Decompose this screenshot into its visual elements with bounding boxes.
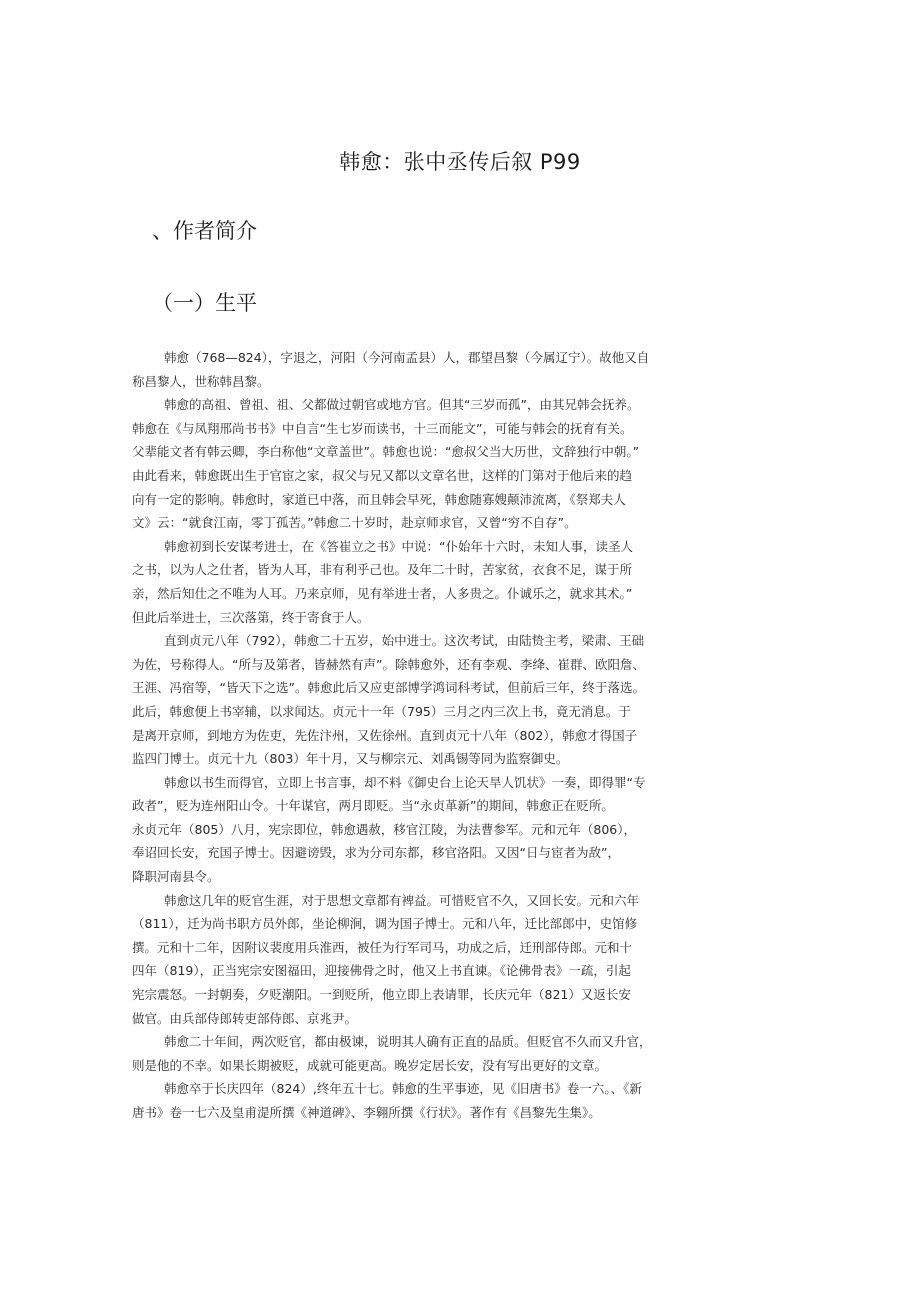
text-line: 但此后举进士，三次落第，终于寄食于人。	[132, 609, 370, 625]
text-line: 此后，韩愈便上书宰辅，以求闻达。贞元十一年（795）三月之内三次上书，竟无消息。于	[132, 703, 631, 719]
text-line: 韩愈卒于长庆四年（824）,终年五十七。韩愈的生平事迹，见《旧唐书》卷一六。、《新	[164, 1081, 642, 1097]
text-line: 韩愈初到长安谋考进士，在《答崔立之书》中说：“仆始年十六时，未知人事，读圣人	[164, 538, 633, 554]
text-line: 做官。由兵部侍郎转吏部侍郎、京兆尹。	[132, 1010, 358, 1026]
subsection-heading: （一）生平	[152, 291, 257, 315]
text-line: 降职河南县令。	[132, 869, 220, 885]
text-line: 韩愈这几年的贬官生涯，对于思想文章都有裨益。可惜贬官不久，又回长安。元和六年	[164, 892, 640, 908]
text-line: 永贞元年（805）八月，宪宗即位，韩愈遇赦，移官江陵，为法曹参军。元和元年（806），	[132, 821, 636, 837]
text-line: 亲，然后知仕之不唯为人耳。乃来京师，见有举进士者，人多贵之。仆诚乐之，就求其术。”	[132, 585, 633, 601]
text-line: 韩愈（768—824），字退之，河阳（今河南孟县）人，郡望昌黎（今属辽宁）。故他又自	[164, 350, 650, 365]
text-line: 为佐，号称得人。“所与及第者，皆赫然有声”。除韩愈外，还有李观、李绛、崔群、欧阳詹、	[132, 656, 645, 672]
text-line: 向有一定的影响。韩愈时，家道已中落，而且韩会早死，韩愈随寡嫂颠沛流离，《祭郑夫人	[132, 491, 626, 507]
text-line: 韩愈的高祖、曾祖、祖、父都做过朝官或地方官。但其“三岁而孤”，由其兄韩会抚养。	[164, 397, 640, 413]
text-line: 韩愈二十年间，两次贬官，都由极谏，说明其人确有正直的品质。但贬官不久而又升官，	[164, 1034, 652, 1050]
text-line: 称昌黎人，世称韩昌黎。	[132, 373, 270, 389]
text-line: 四年（819），正当宪宗安图福田，迎接佛骨之时，他又上书直谏。《论佛骨表》一疏，引起	[132, 963, 631, 979]
text-line: 直到贞元八年（792），韩愈二十五岁，始中进士。这次考试，由陆贽主考，梁肃、王础	[164, 633, 645, 649]
text-line: 韩愈以书生而得官，立即上书言事，却不料《御史台上论天旱人饥状》一奏，即得罪“专	[164, 774, 646, 790]
text-line: 王涯、冯宿等，“皆天下之选”。韩愈此后又应吏部博学鸿词科考试，但前后三年，终于落选。	[132, 680, 645, 696]
text-line: （811），迁为尚书职方员外郎，坐论柳涧，调为国子博士。元和八年，迁比部郎中，史馆修	[132, 916, 638, 932]
text-line: 宪宗震怒。一封朝奏，夕贬潮阳。一到贬所，他立即上表请罪，长庆元年（821）又返长安	[132, 987, 631, 1003]
text-line: 父辈能文者有韩云卿，李白称他“文章盖世”。韩愈也说：“愈叔父当大历世，文辞独行中朝。”	[132, 444, 640, 460]
text-line: 则是他的不幸。如果长期被贬，成就可能更高。晚岁定居长安，没有写出更好的文章。	[132, 1057, 608, 1073]
section-heading: 、作者简介	[152, 219, 257, 243]
text-line: 韩愈在《与凤翔邢尚书书》中自言“生七岁而读书，十三而能文”，可能与韩会的抚育有关。	[132, 420, 633, 436]
text-line: 是离开京师，到地方为佐吏，先佐汴州，又佐徐州。直到贞元十八年（802），韩愈才得国子	[132, 727, 638, 743]
text-line: 唐书》卷一七六及皇甫湜所撰《神道碑》、李翱所撰《行状》。著作有《昌黎先生集》。	[132, 1105, 601, 1120]
text-line: 监四门博士。贞元十九（803）年十月，又与柳宗元、刘禹锡等同为监察御史。	[132, 751, 569, 767]
text-line: 政者”，贬为连州阳山令。十年谋官，两月即贬。当“永贞革新”的期间，韩愈正在贬所。	[132, 798, 614, 814]
text-line: 奉诏回长安，充国子博士。因避谤毁，求为分司东都，移官洛阳。又因“日与宦者为敌”，	[132, 845, 620, 861]
text-line: 之书，以为人之仕者，皆为人耳，非有利乎己也。及年二十时，苦家贫，衣食不足，谋于所	[132, 562, 633, 578]
text-line: 撰。元和十二年，因附议裴度用兵淮西，被任为行军司马，功成之后，迁刑部侍郎。元和十	[132, 939, 633, 955]
text-line: 由此看来，韩愈既出生于官宦之家，叔父与兄又都以文章名世，这样的门第对于他后来的趋	[132, 467, 633, 483]
text-line: 文》云：“就食江南，零丁孤苦。”韩愈二十岁时，赴京师求官，又曾“穷不自存”。	[132, 515, 577, 531]
body-text	[132, 346, 692, 1125]
document-title: 韩愈：张中丞传后叙 P99	[339, 150, 581, 174]
